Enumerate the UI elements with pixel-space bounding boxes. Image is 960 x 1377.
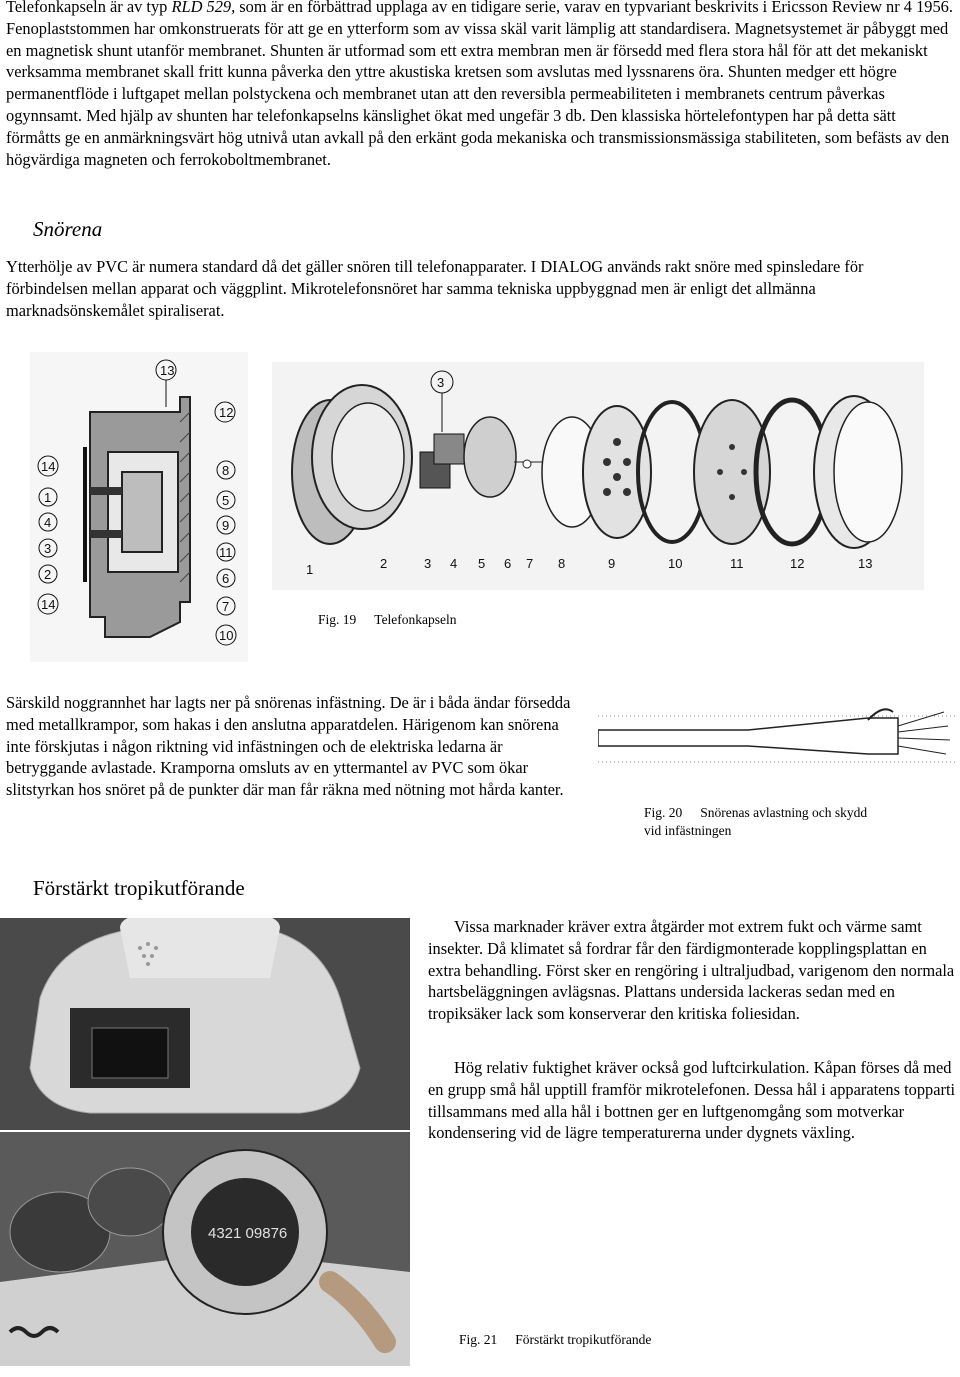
- ex-label-8: 8: [558, 556, 566, 571]
- ex-label-9: 9: [608, 556, 616, 571]
- cord-wires: [898, 712, 950, 754]
- ex-label-7: 7: [526, 556, 534, 571]
- part-cap-inner: [834, 402, 902, 542]
- cord-svg: [598, 690, 956, 790]
- ex-label-5: 5: [478, 556, 486, 571]
- label-11: 11: [219, 545, 233, 560]
- snorena-paragraph: Ytterhölje av PVC är numera standard då det gäller snören till telefonapparater. I DIALOG används rakt snöre med spinsledare för förbindelsen mellan apparat och väggplint. Mikrotelefonsnöret har samma tekniska uppbyggnad men är enligt det allmänna marknadsönskemålet spiraliserat.: [6, 257, 864, 320]
- fig19-exploded-view: [272, 362, 924, 590]
- fig19-cross-section: [30, 352, 248, 662]
- part-coil: [434, 434, 464, 464]
- cross-section-svg: [30, 352, 248, 662]
- intro-text-start: Telefonkapseln är av typ: [6, 0, 172, 16]
- fig19-caption: [318, 611, 457, 629]
- label-5: 5: [222, 493, 230, 508]
- pole-piece-bottom: [90, 530, 122, 538]
- ex-label-11: 11: [730, 556, 744, 571]
- label-7: 7: [222, 599, 230, 614]
- part-pole: [464, 417, 516, 497]
- fig20-caption: [644, 804, 867, 840]
- ex-label-10: 10: [668, 556, 683, 571]
- capsule-model: RLD 529,: [171, 0, 236, 16]
- ex-label-12: 12: [790, 556, 805, 571]
- ex-label-3: 3: [424, 556, 432, 571]
- label-3: 3: [44, 541, 52, 556]
- label-4: 4: [44, 515, 52, 530]
- ex-label-2: 2: [380, 556, 388, 571]
- bell-right: [88, 1168, 172, 1236]
- part-plate: [694, 400, 770, 544]
- label-12: 12: [219, 405, 234, 420]
- intro-text: [6, 0, 954, 170]
- fig21-photo-housing: [0, 918, 410, 1130]
- tropik-paragraph-1: Vissa marknader kräver extra åtgärder mot extrem fukt och värme samt insekter. Då klimatet så fordrar får den färdigmonterade kopplingsplattan en extra behandling. Först sker en rengöring i ultraljudbad, varigenom den normala hartsbeläggningen avlägsnas. Plattans undersida lackeras sedan med en tropiksäker lack som konserverar den kritiska foliesidan.: [428, 917, 955, 1024]
- phone-top: [120, 918, 280, 978]
- label-13-top: 13: [160, 363, 175, 378]
- ex-label-6: 6: [504, 556, 512, 571]
- label-8: 8: [222, 463, 230, 478]
- fig21-photo-internals: [0, 1132, 410, 1366]
- fig21-caption: [459, 1331, 651, 1349]
- label-2: 2: [44, 567, 52, 582]
- internals-photo-svg: [0, 1132, 410, 1366]
- label-14-top: 14: [41, 459, 56, 474]
- label-14-bottom: 14: [41, 597, 56, 612]
- heading-snorena: Snörena: [33, 217, 103, 241]
- fig20-number: Fig. 20: [644, 805, 683, 820]
- pole-piece-top: [90, 487, 122, 495]
- fig19-number: Fig. 19: [318, 612, 357, 627]
- part-screw: [523, 460, 531, 468]
- intro-text-rest: som är en förbättrad upplaga av en tidigare serie, varav en typvariant beskrivits i Ericsson Review nr 4 1956. Fenoplaststommen har omkonstruerats för att ge en ytterform som av vissa skäl varit lämplig att standardisera. Magnetsystemet är påbyggt med en magnetisk shunt utanför membranet. Shunten är utformad som ett extra membran men är försedd med flera stora hål för att det mekaniskt verksamma membranet skall fritt kunna påverka den yttre akustiska kretsen som avslutas med lyssnarens öra. Shunten medger ett högre permanentflöde i luftgapet mellan polstyckena och membranet utan att den reversibla permeabiliteten i membranets centrum påverkas ogynnsamt. Med hjälp av shunten har telefonkapselns känslighet ökat med ungefär 3 db. Den klassiska hörtelefontypen har på detta sätt förmåtts ge en anmärkningsvärt hög utnivå utan avkall på den erkänt goda mekaniska och transmissionsmässiga stabiliteten, som befästs av den högvärdiga magneten och ferrokoboltmembranet.: [6, 0, 953, 169]
- attach-paragraph: Särskild noggrannhet har lagts ner på snörenas infästning. De är i båda ändar försedda med metallkrampor, som hakas i den anslutna apparatdelen. Härigenom kan snörena inte förskjutas i någon riktning vid infästningen och de elektriska ledarna är betryggande avlastade. Kramporna omsluts av en yttermantel av PVC som ökar slitstyrkan hos snöret på de punkter där man får räkna med nötning mot hårda kanter.: [6, 693, 571, 800]
- fig20-title: Snörenas avlastning och skydd: [700, 805, 868, 820]
- label-6: 6: [222, 571, 230, 586]
- fig21-title: Förstärkt tropikutförande: [515, 1332, 652, 1347]
- cord-sleeve: [598, 718, 898, 754]
- ex-label-13: 13: [858, 556, 873, 571]
- exploded-view-svg: [272, 362, 924, 590]
- fig19-title: Telefonkapseln: [374, 612, 457, 627]
- fig20-title-line2: vid infästningen: [644, 823, 732, 838]
- part-housing-inner: [332, 403, 404, 511]
- fig20-cord-drawing: [598, 690, 956, 790]
- ex-label-4: 4: [450, 556, 458, 571]
- heading-tropik: Förstärkt tropikutförande: [33, 876, 245, 900]
- label-9: 9: [222, 518, 230, 533]
- dial-digits: 4321 09876: [208, 1225, 288, 1242]
- cradle-slot: [92, 1028, 168, 1078]
- label-10: 10: [219, 628, 234, 643]
- fig21-number: Fig. 21: [459, 1332, 498, 1347]
- part-shunt: [583, 406, 651, 538]
- intro-paragraph: [6, 0, 954, 170]
- magnet: [122, 472, 162, 552]
- label-1: 1: [44, 490, 52, 505]
- label-3-top: 3: [437, 375, 445, 390]
- tropik-paragraph-2: Hög relativ fuktighet kräver också god luftcirkulation. Kåpan förses då med en grupp små hål upptill framför mikrotelefonen. Dessa hål i apparatens topparti tillsammans med alla hål i bottnen ger en luftgenomgång som motverkar kondensering vid de lägre temperaturerna under dygnets växling.: [428, 1058, 956, 1143]
- housing-photo-svg: [0, 918, 410, 1130]
- ex-label-1: 1: [306, 562, 314, 577]
